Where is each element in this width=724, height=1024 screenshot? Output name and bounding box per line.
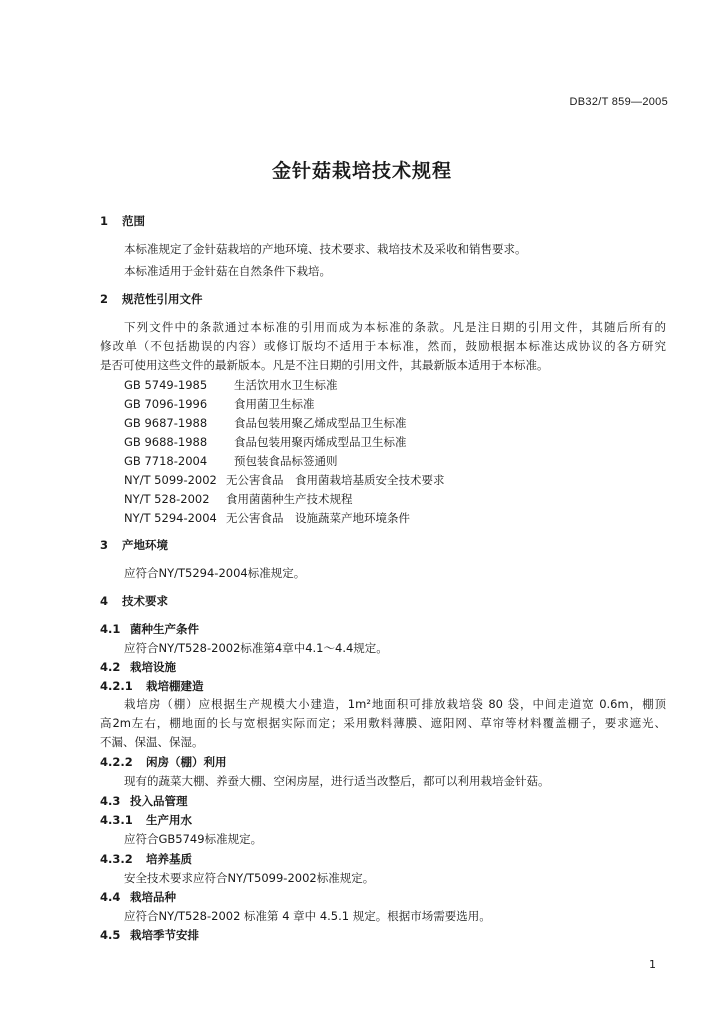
paragraph: 下列文件中的条款通过本标准的引用而成为本标准的条款。凡是注日期的引用文件，其随后所有的 (124, 320, 666, 334)
page-number: 1 (649, 958, 656, 971)
reference-item: GB 7718-2004 预包装食品标签通则 (124, 454, 338, 468)
paragraph: 应符合NY/T5294-2004标准规定。 (124, 566, 306, 580)
paragraph: 应符合NY/T528-2002 标准第 4 章中 4.5.1 规定。根据市场需要选用。 (124, 909, 491, 923)
document-title: 金针菇栽培技术规程 (271, 160, 452, 182)
section-number: 4 (100, 594, 109, 608)
subsection-heading: 4.4 栽培品种 (100, 890, 176, 904)
section-3-heading (100, 538, 168, 552)
paragraph: 应符合NY/T528-2002标准第4章中4.1～4.4规定。 (124, 641, 388, 655)
subsection-heading: 4.3 投入品管理 (100, 794, 188, 808)
section-title: 技术要求 (122, 594, 169, 608)
reference-item: NY/T 5099-2002 无公害食品 食用菌栽培基质安全技术要求 (124, 473, 445, 487)
paragraph: 应符合GB5749标准规定。 (124, 832, 263, 846)
subsection-heading: 4.2.2 闲房（棚）利用 (100, 755, 227, 769)
subsection-heading: 4.2 栽培设施 (100, 660, 176, 674)
reference-item: GB 7096-1996 食用菌卫生标准 (124, 397, 315, 411)
reference-item: NY/T 5294-2004 无公害食品 设施蔬菜产地环境条件 (124, 511, 410, 525)
paragraph: 是否可使用这些文件的最新版本。凡是不注日期的引用文件，其最新版本适用于本标准。 (100, 358, 549, 372)
reference-item: NY/T 528-2002 食用菌菌种生产技术规程 (124, 492, 353, 506)
subsection-heading: 4.5 栽培季节安排 (100, 928, 199, 942)
section-2-heading (100, 292, 203, 306)
subsection-heading: 4.1 菌种生产条件 (100, 622, 199, 636)
section-number: 3 (100, 538, 109, 552)
section-number: 2 (100, 292, 109, 306)
section-title: 产地环境 (122, 538, 169, 552)
section-4-heading (100, 594, 168, 608)
subsection-heading: 4.3.1 生产用水 (100, 813, 192, 827)
reference-item: GB 9687-1988 食品包装用聚乙烯成型品卫生标准 (124, 416, 407, 430)
paragraph: 高2m左右，棚地面的长与宽根据实际而定；采用敷料薄膜、遮阳网、草帘等材料覆盖棚子，要求遮光、 (100, 716, 666, 730)
paragraph: 栽培房（棚）应根据生产规模大小建造，1m²地面积可排放栽培袋 80 袋，中间走道宽 0.6m，棚顶 (124, 697, 666, 711)
paragraph: 本标准规定了金针菇栽培的产地环境、技术要求、栽培技术及采收和销售要求。 (124, 242, 527, 256)
paragraph: 不漏、保温、保湿。 (100, 735, 204, 749)
paragraph: 修改单（不包括勘误的内容）或修订版均不适用于本标准，然而，鼓励根据本标准达成协议的各方研究 (100, 339, 666, 353)
paragraph: 安全技术要求应符合NY/T5099-2002标准规定。 (124, 871, 375, 885)
section-title: 规范性引用文件 (122, 292, 203, 306)
reference-item: GB 9688-1988 食品包装用聚丙烯成型品卫生标准 (124, 435, 407, 449)
section-number: 1 (100, 214, 109, 228)
paragraph: 本标准适用于金针菇在自然条件下栽培。 (124, 264, 331, 278)
paragraph: 现有的蔬菜大棚、养蚕大棚、空闲房屋，进行适当改整后，都可以利用栽培金针菇。 (124, 774, 550, 788)
section-1-heading (100, 214, 145, 228)
section-title: 范围 (122, 214, 146, 228)
subsection-heading: 4.2.1 栽培棚建造 (100, 679, 204, 693)
standard-code: DB32/T 859—2005 (569, 96, 668, 108)
subsection-heading: 4.3.2 培养基质 (100, 852, 192, 866)
reference-item: GB 5749-1985 生活饮用水卫生标准 (124, 378, 338, 392)
